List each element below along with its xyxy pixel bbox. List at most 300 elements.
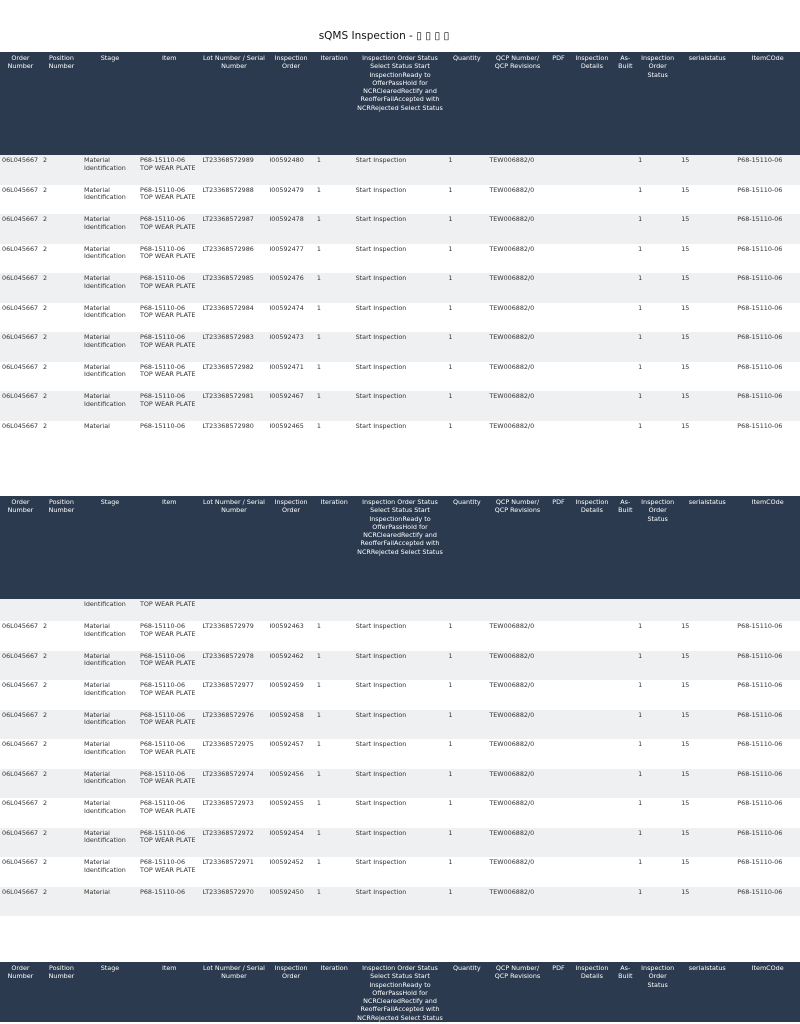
cell-order-number: 06L045667 [0,185,41,215]
cell-position-number: 2 [41,857,82,887]
cell-order-number: 06L045667 [0,332,41,362]
cell-order-number: 06L045667 [0,651,41,681]
cell-stage: Material Identification [82,391,138,421]
cell-as-built [615,769,637,799]
cell-order-status: 1 [636,273,679,303]
cell-pdf [548,155,570,185]
cell-quantity: 1 [446,887,487,917]
cell-quantity: 1 [446,332,487,362]
cell-inspection-details [569,391,614,421]
cell-position-number: 2 [41,739,82,769]
cell-item-code: P68-15110-06 [735,155,800,185]
cell-item-code: P68-15110-06 [735,362,800,392]
cell-order-status: 1 [636,185,679,215]
cell-inspection-order: I00592452 [267,857,314,887]
cell-inspection-details [569,769,614,799]
cell-quantity: 1 [446,421,487,451]
cell-item: P68-15110-06 TOP WEAR PLATE [138,739,201,769]
cell-as-built [615,244,637,274]
cell-qcp-number: TEW006882/0 [487,621,547,651]
cell-stage: Material Identification [82,155,138,185]
cell-pdf [548,621,570,651]
cell-order-status: 1 [636,621,679,651]
column-header-position-number: Position Number [41,496,82,599]
column-header-inspection-status: Inspection Order Status Select Status Start InspectionReady to OfferPassHold for NCRClearedRectify and ReofferFailAccepted with NCRRejected Select Status [354,962,447,1022]
column-header-qcp-number: QCP Number/ QCP Revisions [487,962,547,1022]
table-row [0,769,800,799]
cell-order-status: 1 [636,828,679,858]
cell-stage: Material Identification [82,857,138,887]
cell-order-status: 1 [636,680,679,710]
cell-order-status: 1 [636,857,679,887]
cell-lot-number: LT23368572983 [201,332,268,362]
cell-pdf [548,680,570,710]
cell-pdf [548,828,570,858]
cell-serial-status: 15 [679,214,735,244]
cell-item-code: P68-15110-06 [735,391,800,421]
cell-item: P68-15110-06 TOP WEAR PLATE [138,828,201,858]
cell-order-number: 06L045667 [0,273,41,303]
inspection-table [0,962,800,1022]
cell-inspection-status: Start Inspection [354,185,447,215]
cell-pdf [548,769,570,799]
cell-as-built [615,421,637,451]
column-header-as-built: As-Built [615,962,637,1022]
cell-qcp-number: TEW006882/0 [487,680,547,710]
cell-lot-number: LT23368572978 [201,651,268,681]
cell-iteration: 1 [315,798,354,828]
column-header-item: Item [138,52,201,155]
cell-lot-number: LT23368572988 [201,185,268,215]
cell-qcp-number: TEW006882/0 [487,155,547,185]
column-header-inspection-status: Inspection Order Status Select Status Start InspectionReady to OfferPassHold for NCRClearedRectify and ReofferFailAccepted with NCRRejected Select Status [354,496,447,599]
cell-inspection-order: I00592479 [267,185,314,215]
cell-as-built [615,798,637,828]
cell-position-number: 2 [41,303,82,333]
cell-order-status: 1 [636,155,679,185]
cell-serial-status: 15 [679,391,735,421]
cell-item: P68-15110-06 TOP WEAR PLATE [138,332,201,362]
cell-inspection-details [569,214,614,244]
cell-lot-number: LT23368572972 [201,828,268,858]
cell-lot-number: LT23368572985 [201,273,268,303]
cell-inspection-details [569,651,614,681]
column-header-lot-number: Lot Number / Serial Number [201,962,268,1022]
cell-inspection-status: Start Inspection [354,857,447,887]
cell-serial-status: 15 [679,857,735,887]
cell-stage: Material Identification [82,621,138,651]
cell-lot-number [201,599,268,621]
cell-item: P68-15110-06 TOP WEAR PLATE [138,185,201,215]
cell-item: P68-15110-06 TOP WEAR PLATE [138,155,201,185]
column-header-order-status: Inspection Order Status [636,496,679,599]
cell-stage: Material Identification [82,710,138,740]
cell-order-number: 06L045667 [0,710,41,740]
cell-lot-number: LT23368572977 [201,680,268,710]
cell-inspection-details [569,244,614,274]
cell-iteration: 1 [315,769,354,799]
cell-order-status [636,599,679,621]
cell-pdf [548,710,570,740]
cell-position-number: 2 [41,391,82,421]
column-header-pdf: PDF [548,52,570,155]
cell-inspection-details [569,332,614,362]
table-row [0,214,800,244]
cell-qcp-number: TEW006882/0 [487,887,547,917]
cell-order-status: 1 [636,798,679,828]
cell-item: P68-15110-06 TOP WEAR PLATE [138,621,201,651]
cell-inspection-status: Start Inspection [354,421,447,451]
cell-iteration: 1 [315,214,354,244]
cell-iteration: 1 [315,185,354,215]
cell-qcp-number: TEW006882/0 [487,739,547,769]
cell-quantity: 1 [446,798,487,828]
cell-item: P68-15110-06 TOP WEAR PLATE [138,769,201,799]
cell-inspection-details [569,887,614,917]
column-header-order-number: Order Number [0,52,41,155]
table-row [0,739,800,769]
cell-pdf [548,362,570,392]
cell-inspection-details [569,303,614,333]
cell-item: P68-15110-06 TOP WEAR PLATE [138,798,201,828]
cell-stage: Material Identification [82,362,138,392]
column-header-item-code: ItemCOde [735,496,800,599]
cell-position-number: 2 [41,621,82,651]
cell-order-number: 06L045667 [0,421,41,451]
cell-inspection-order: I00592471 [267,362,314,392]
cell-pdf [548,651,570,681]
table-row [0,651,800,681]
cell-iteration: 1 [315,680,354,710]
document-title: sQMS Inspection - ▯ ▯ ▯ ▯ [318,30,450,42]
cell-quantity [446,599,487,621]
cell-as-built [615,651,637,681]
cell-lot-number: LT23368572984 [201,303,268,333]
cell-qcp-number: TEW006882/0 [487,214,547,244]
cell-quantity: 1 [446,769,487,799]
column-header-quantity: Quantity [446,496,487,599]
cell-inspection-details [569,857,614,887]
inspection-table [0,52,800,450]
cell-iteration: 1 [315,244,354,274]
cell-lot-number: LT23368572971 [201,857,268,887]
cell-inspection-order: I00592473 [267,332,314,362]
cell-order-number: 06L045667 [0,391,41,421]
cell-item: P68-15110-06 TOP WEAR PLATE [138,391,201,421]
cell-qcp-number: TEW006882/0 [487,769,547,799]
cell-stage: Material Identification [82,651,138,681]
cell-stage: Material [82,887,138,917]
column-header-iteration: Iteration [315,496,354,599]
cell-qcp-number: TEW006882/0 [487,710,547,740]
cell-pdf [548,303,570,333]
cell-order-number: 06L045667 [0,887,41,917]
cell-item-code: P68-15110-06 [735,273,800,303]
cell-position-number: 2 [41,244,82,274]
cell-stage: Material Identification [82,828,138,858]
column-header-inspection-details: Inspection Details [569,52,614,155]
table-row [0,273,800,303]
cell-position-number: 2 [41,651,82,681]
cell-inspection-order: I00592456 [267,769,314,799]
cell-as-built [615,155,637,185]
cell-lot-number: LT23368572973 [201,798,268,828]
column-header-qcp-number: QCP Number/ QCP Revisions [487,496,547,599]
cell-inspection-status: Start Inspection [354,769,447,799]
cell-quantity: 1 [446,621,487,651]
cell-position-number: 2 [41,680,82,710]
cell-stage: Material Identification [82,332,138,362]
cell-item-code: P68-15110-06 [735,739,800,769]
table-row [0,391,800,421]
cell-qcp-number: TEW006882/0 [487,651,547,681]
cell-order-number: 06L045667 [0,303,41,333]
cell-inspection-details [569,828,614,858]
cell-order-number: 06L045667 [0,769,41,799]
cell-as-built [615,680,637,710]
cell-as-built [615,599,637,621]
cell-item-code: P68-15110-06 [735,769,800,799]
cell-lot-number: LT23368572982 [201,362,268,392]
cell-qcp-number: TEW006882/0 [487,185,547,215]
table-row [0,798,800,828]
cell-serial-status: 15 [679,739,735,769]
cell-position-number: 2 [41,332,82,362]
cell-item-code: P68-15110-06 [735,857,800,887]
cell-inspection-status: Start Inspection [354,155,447,185]
cell-inspection-order: I00592458 [267,710,314,740]
column-header-inspection-details: Inspection Details [569,496,614,599]
cell-as-built [615,332,637,362]
cell-item: TOP WEAR PLATE [138,599,201,621]
column-header-order-number: Order Number [0,496,41,599]
column-header-order-status: Inspection Order Status [636,962,679,1022]
cell-inspection-details [569,421,614,451]
column-header-quantity: Quantity [446,962,487,1022]
cell-quantity: 1 [446,857,487,887]
cell-quantity: 1 [446,244,487,274]
cell-quantity: 1 [446,185,487,215]
cell-as-built [615,710,637,740]
cell-pdf [548,244,570,274]
column-header-inspection-order: Inspection Order [267,962,314,1022]
cell-item: P68-15110-06 TOP WEAR PLATE [138,244,201,274]
cell-quantity: 1 [446,651,487,681]
cell-item-code: P68-15110-06 [735,185,800,215]
cell-lot-number: LT23368572975 [201,739,268,769]
cell-as-built [615,214,637,244]
cell-order-status: 1 [636,651,679,681]
cell-serial-status: 15 [679,155,735,185]
cell-position-number: 2 [41,421,82,451]
column-header-item: Item [138,962,201,1022]
cell-item-code: P68-15110-06 [735,651,800,681]
cell-inspection-details [569,710,614,740]
column-header-lot-number: Lot Number / Serial Number [201,52,268,155]
cell-item-code: P68-15110-06 [735,244,800,274]
cell-lot-number: LT23368572976 [201,710,268,740]
cell-iteration: 1 [315,621,354,651]
cell-item-code: P68-15110-06 [735,332,800,362]
column-header-position-number: Position Number [41,962,82,1022]
cell-pdf [548,391,570,421]
cell-pdf [548,798,570,828]
cell-quantity: 1 [446,155,487,185]
cell-pdf [548,739,570,769]
cell-iteration: 1 [315,857,354,887]
cell-position-number: 2 [41,214,82,244]
cell-inspection-status [354,599,447,621]
cell-pdf [548,273,570,303]
cell-inspection-order: I00592476 [267,273,314,303]
column-header-as-built: As-Built [615,52,637,155]
cell-stage: Material Identification [82,680,138,710]
cell-inspection-status: Start Inspection [354,362,447,392]
cell-inspection-order: I00592463 [267,621,314,651]
cell-order-number: 06L045667 [0,739,41,769]
cell-inspection-details [569,798,614,828]
cell-qcp-number: TEW006882/0 [487,857,547,887]
cell-iteration: 1 [315,887,354,917]
cell-order-number: 06L045667 [0,244,41,274]
cell-qcp-number: TEW006882/0 [487,362,547,392]
cell-inspection-status: Start Inspection [354,621,447,651]
cell-inspection-details [569,362,614,392]
cell-order-status: 1 [636,332,679,362]
table-page-3 [0,962,784,1024]
cell-inspection-status: Start Inspection [354,244,447,274]
cell-iteration: 1 [315,421,354,451]
cell-serial-status: 15 [679,332,735,362]
cell-item: P68-15110-06 TOP WEAR PLATE [138,651,201,681]
cell-stage: Material Identification [82,798,138,828]
cell-iteration: 1 [315,651,354,681]
cell-qcp-number: TEW006882/0 [487,273,547,303]
table-row [0,303,800,333]
cell-lot-number: LT23368572974 [201,769,268,799]
column-header-serial-status: serialstatus [679,962,735,1022]
cell-serial-status: 15 [679,244,735,274]
cell-item: P68-15110-06 TOP WEAR PLATE [138,273,201,303]
cell-serial-status: 15 [679,362,735,392]
cell-as-built [615,887,637,917]
cell-order-number: 06L045667 [0,680,41,710]
cell-as-built [615,273,637,303]
cell-quantity: 1 [446,214,487,244]
cell-position-number [41,599,82,621]
cell-serial-status: 15 [679,421,735,451]
cell-inspection-order: I00592467 [267,391,314,421]
cell-order-status: 1 [636,421,679,451]
column-header-pdf: PDF [548,962,570,1022]
cell-inspection-order: I00592465 [267,421,314,451]
cell-order-number: 06L045667 [0,828,41,858]
cell-inspection-details [569,739,614,769]
cell-inspection-details [569,273,614,303]
column-header-as-built: As-Built [615,496,637,599]
cell-inspection-order: I00592462 [267,651,314,681]
cell-quantity: 1 [446,710,487,740]
cell-serial-status: 15 [679,710,735,740]
cell-lot-number: LT23368572981 [201,391,268,421]
column-header-item-code: ItemCOde [735,52,800,155]
cell-as-built [615,362,637,392]
column-header-position-number: Position Number [41,52,82,155]
column-header-inspection-status: Inspection Order Status Select Status Start InspectionReady to OfferPassHold for NCRClearedRectify and ReofferFailAccepted with NCRRejected Select Status [354,52,447,155]
header-row [0,52,800,155]
cell-iteration: 1 [315,739,354,769]
cell-qcp-number [487,599,547,621]
cell-serial-status: 15 [679,621,735,651]
cell-qcp-number: TEW006882/0 [487,244,547,274]
cell-position-number: 2 [41,155,82,185]
column-header-pdf: PDF [548,496,570,599]
cell-quantity: 1 [446,303,487,333]
cell-position-number: 2 [41,887,82,917]
column-header-inspection-details: Inspection Details [569,962,614,1022]
cell-item-code: P68-15110-06 [735,887,800,917]
cell-inspection-order: I00592454 [267,828,314,858]
cell-serial-status: 15 [679,303,735,333]
cell-inspection-status: Start Inspection [354,391,447,421]
column-header-qcp-number: QCP Number/ QCP Revisions [487,52,547,155]
cell-pdf [548,214,570,244]
cell-lot-number: LT23368572979 [201,621,268,651]
cell-stage: Material Identification [82,244,138,274]
cell-item: P68-15110-06 TOP WEAR PLATE [138,214,201,244]
cell-iteration: 1 [315,391,354,421]
cell-inspection-status: Start Inspection [354,214,447,244]
table-row [0,332,800,362]
cell-item-code: P68-15110-06 [735,828,800,858]
cell-lot-number: LT23368572970 [201,887,268,917]
cell-item: P68-15110-06 TOP WEAR PLATE [138,680,201,710]
cell-pdf [548,332,570,362]
column-header-item-code: ItemCOde [735,962,800,1022]
cell-quantity: 1 [446,739,487,769]
cell-item-code: P68-15110-06 [735,303,800,333]
cell-item-code: P68-15110-06 [735,710,800,740]
cell-iteration: 1 [315,155,354,185]
cell-order-status: 1 [636,362,679,392]
cell-inspection-order: I00592474 [267,303,314,333]
cell-position-number: 2 [41,798,82,828]
cell-iteration: 1 [315,362,354,392]
column-header-iteration: Iteration [315,962,354,1022]
column-header-item: Item [138,496,201,599]
table-row-partial [0,421,800,451]
cell-qcp-number: TEW006882/0 [487,303,547,333]
cell-as-built [615,621,637,651]
cell-inspection-status: Start Inspection [354,710,447,740]
cell-as-built [615,303,637,333]
table-row [0,185,800,215]
cell-order-status: 1 [636,769,679,799]
column-header-stage: Stage [82,962,138,1022]
inspection-table [0,496,800,916]
cell-item: P68-15110-06 TOP WEAR PLATE [138,303,201,333]
cell-inspection-order: I00592455 [267,798,314,828]
cell-position-number: 2 [41,769,82,799]
cell-iteration: 1 [315,273,354,303]
cell-inspection-details [569,185,614,215]
cell-serial-status: 15 [679,680,735,710]
table-row [0,621,800,651]
cell-lot-number: LT23368572980 [201,421,268,451]
cell-inspection-details [569,621,614,651]
cell-inspection-status: Start Inspection [354,273,447,303]
cell-quantity: 1 [446,273,487,303]
